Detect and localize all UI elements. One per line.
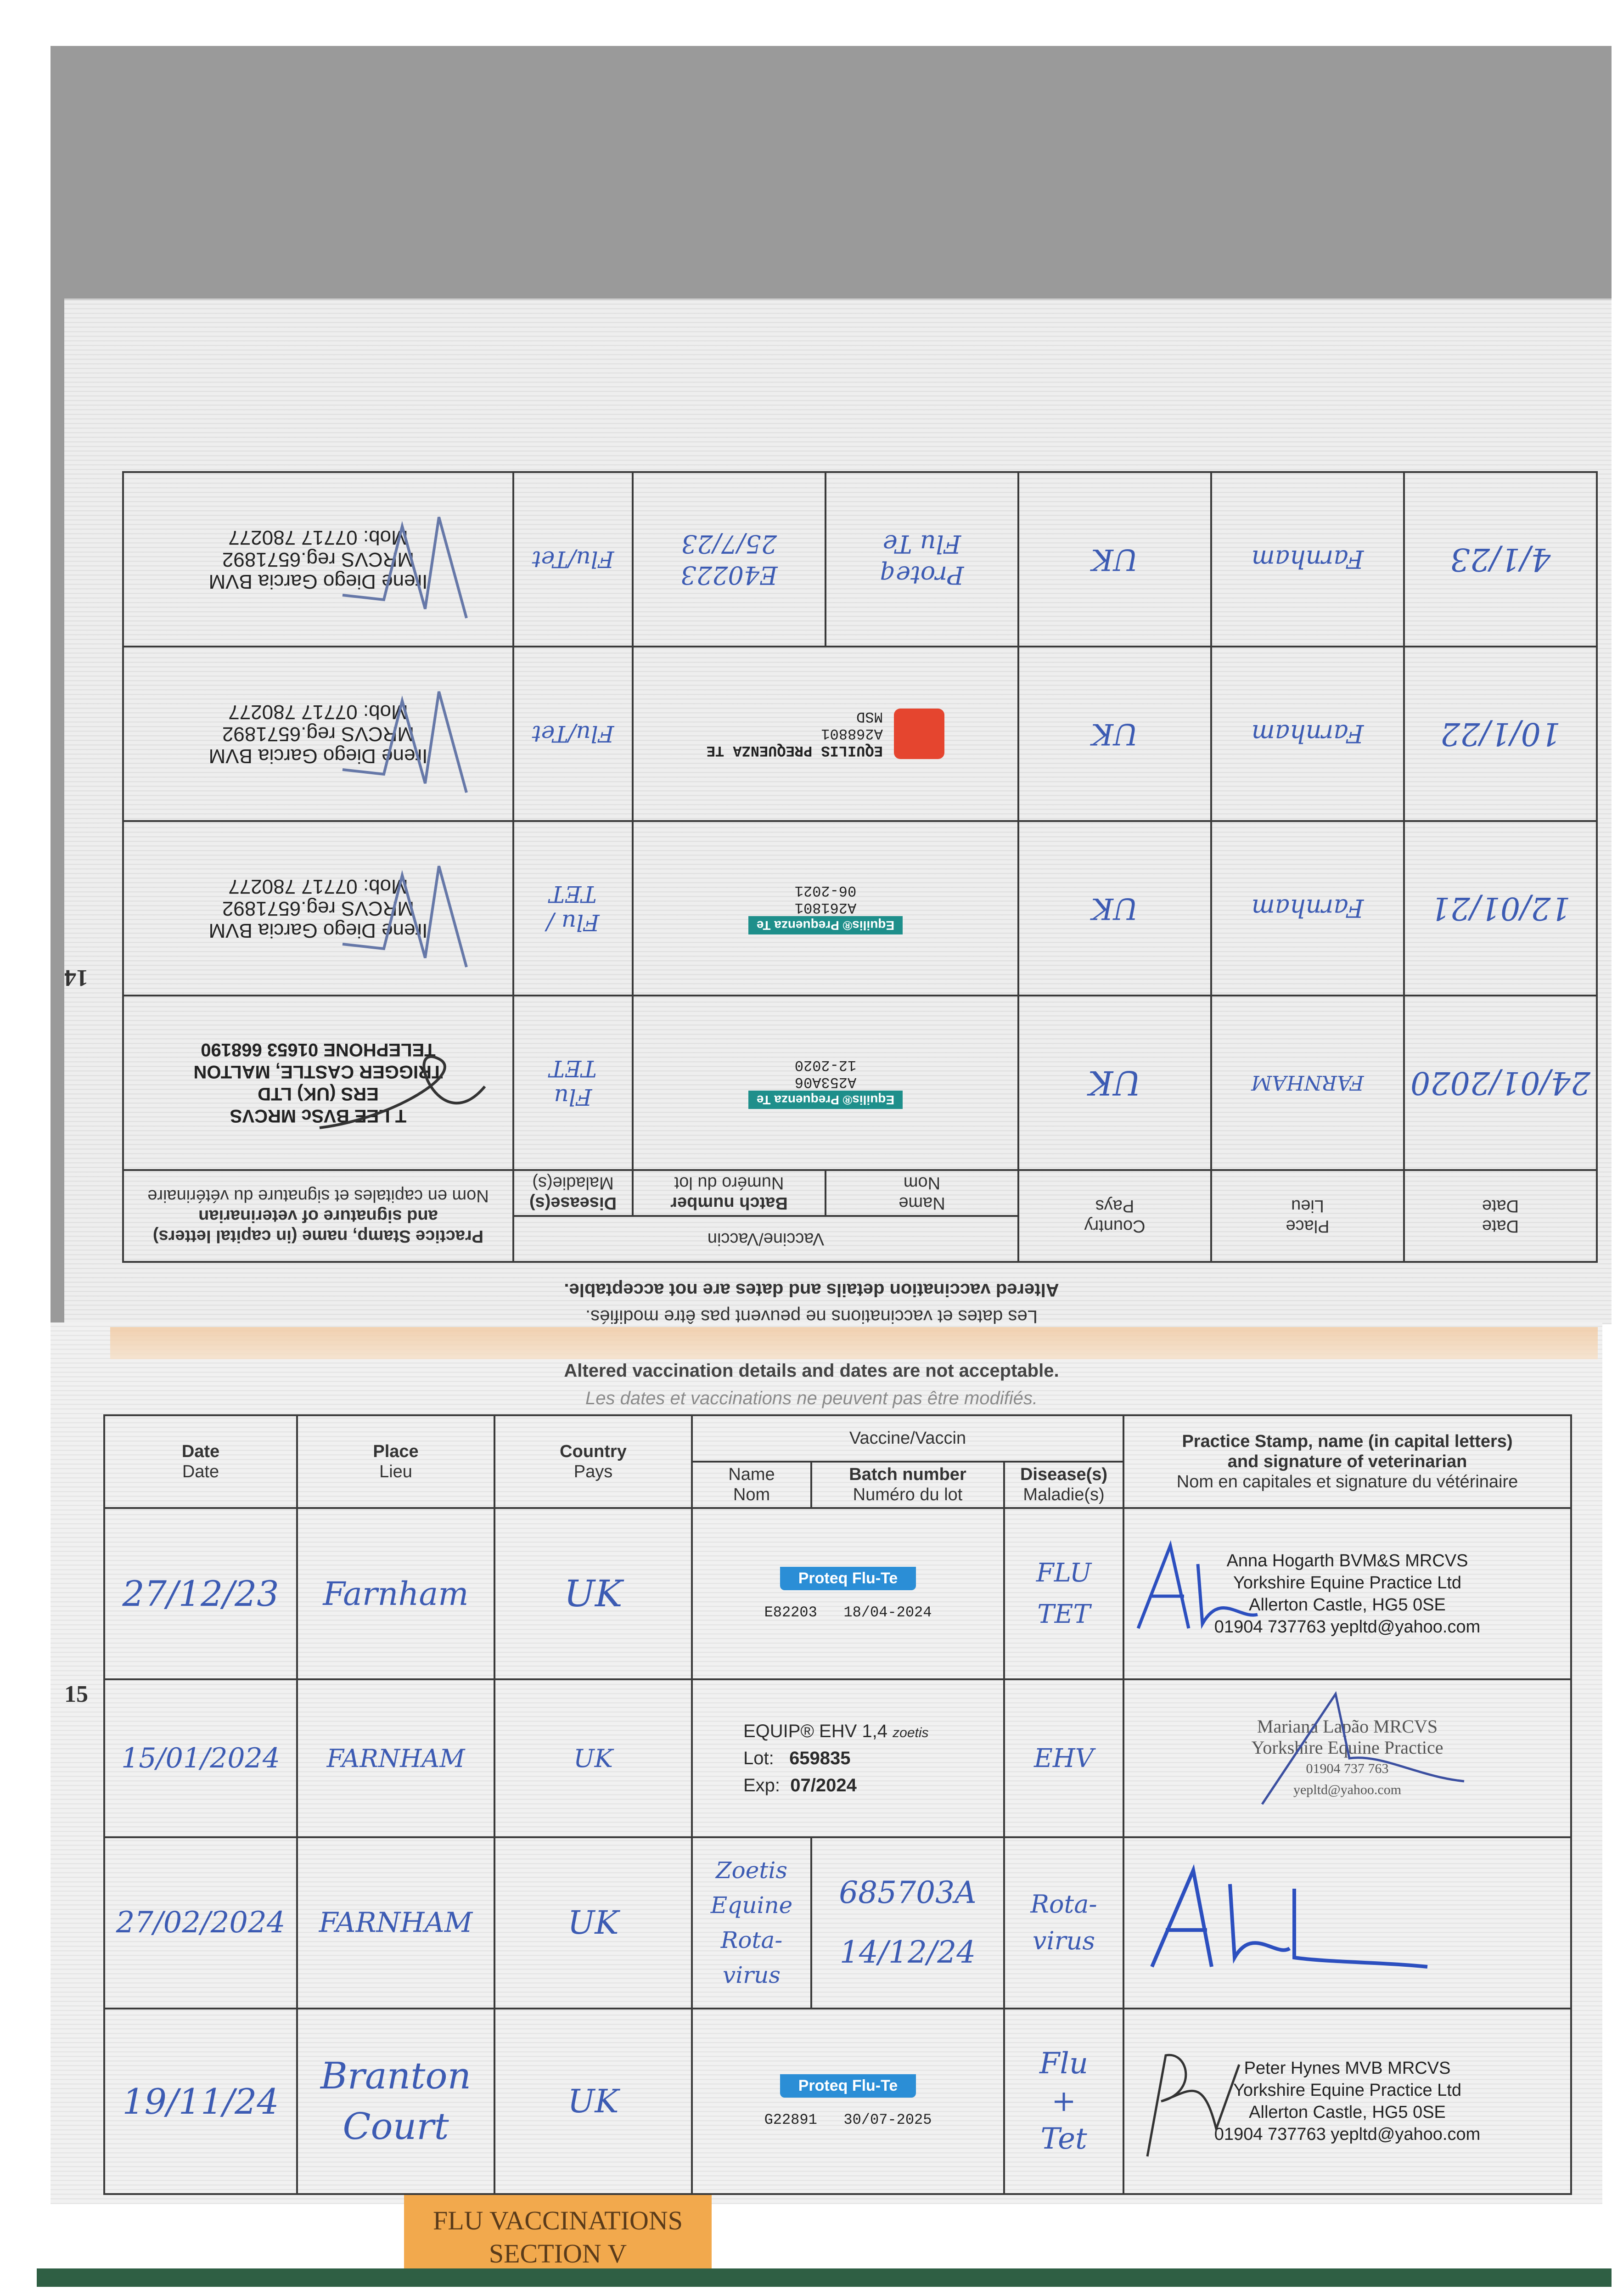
cell-country: UK: [494, 1679, 692, 1837]
top-vaccination-table: [122, 471, 1598, 1263]
cell-date: 10/1/22: [1404, 647, 1597, 821]
cell-disease: Flu/Tet: [513, 472, 633, 647]
top-table-wrapper: [124, 473, 1598, 1263]
top-header-disease: Disease(s) Maladie(s): [513, 1170, 633, 1216]
bottom-header-date: Date Date: [104, 1415, 297, 1508]
bottom-header-country: Country Pays: [494, 1415, 692, 1508]
proteq-sticker-label: Proteq Flu-Te: [780, 1567, 916, 1590]
top-notice: [0, 1277, 1623, 1330]
bottom-header-place: Place Lieu: [297, 1415, 494, 1508]
cell-vaccine-label: [633, 647, 1018, 821]
cell-vaccine-label: [633, 821, 1018, 996]
cell-disease: Flu/Tet: [513, 647, 633, 821]
cell-date: 4/1/23: [1404, 472, 1597, 647]
cell-vaccine-label: [633, 996, 1018, 1170]
top-header-date: Date Date: [1404, 1170, 1597, 1262]
cell-country: UK: [494, 1837, 692, 2009]
cell-disease: Flu TET: [513, 996, 633, 1170]
cell-country: UK: [1018, 472, 1211, 647]
page-edge-band: [110, 1327, 1598, 1359]
section-label-line-2: SECTION V: [489, 2239, 627, 2268]
batch-and-expiry: E82203 18/04-2024: [764, 1604, 932, 1621]
table-row: [104, 1508, 1571, 1680]
lot-number: Lot: 659835: [743, 1748, 851, 1768]
cell-vaccine-label: [692, 1679, 1004, 1837]
table-row: [123, 821, 1597, 996]
batch-code: A253A06: [794, 1074, 857, 1091]
page-number-14: 14: [64, 965, 88, 991]
cell-place: Farnham: [1211, 647, 1404, 821]
cell-country: UK: [494, 2009, 692, 2194]
cell-disease: Flu + Tet: [1004, 2009, 1123, 2194]
batch-code: A268801: [821, 725, 883, 743]
top-header-vaccine: Vaccine/Vaccin: [513, 1216, 1018, 1262]
cell-country: UK: [1018, 821, 1211, 996]
batch-code: A261801: [794, 899, 857, 916]
top-header-batch: Batch number Numéro du lot: [633, 1170, 826, 1216]
veterinarian-signature: [1143, 1857, 1437, 1985]
top-notice-en: Altered vaccination details and dates are not acceptable.: [564, 1280, 1059, 1300]
cell-batch: E40223 25/7/23: [633, 472, 826, 647]
cell-vaccine-label: [692, 1508, 1004, 1680]
expiry-date: Exp: 07/2024: [743, 1775, 857, 1795]
cell-place: Farnham: [1211, 821, 1404, 996]
cell-batch: 685703A 14/12/24: [811, 1837, 1004, 2009]
batch-maker: MSD: [856, 708, 883, 726]
batch-expiry: 12-2020: [794, 1057, 857, 1074]
cell-country: UK: [1018, 996, 1211, 1170]
cell-disease: Rota- virus: [1004, 1837, 1123, 2009]
top-header-place: Place Lieu: [1211, 1170, 1404, 1262]
table-row: [104, 1679, 1571, 1837]
cell-date: 24/01/2020: [1404, 996, 1597, 1170]
cell-place: Branton Court: [297, 2009, 494, 2194]
cell-stamp: Anna Hogarth BVM&S MRCVS Yorkshire Equine Practice Ltd Allerton Castle, HG5 0SE 01904 737763 yepltd@yahoo.com: [1123, 1508, 1571, 1680]
cell-place: FARNHAM: [1211, 996, 1404, 1170]
vaccine-sticker-label: Equilis® Prequenza Te: [748, 1091, 903, 1109]
cell-place: Farnham: [1211, 472, 1404, 647]
cell-date: 19/11/24: [104, 2009, 297, 2194]
batch-expiry: 06-2021: [794, 882, 857, 899]
cell-disease: FLU TET: [1004, 1508, 1123, 1680]
cell-stamp: Mariana Lapão MRCVS Yorkshire Equine Practice 01904 737 763 yepltd@yahoo.com: [1123, 1679, 1571, 1837]
top-header-name: Name Nom: [826, 1170, 1018, 1216]
cell-place: FARNHAM: [297, 1837, 494, 2009]
cell-disease: Flu / TET: [513, 821, 633, 996]
bottom-header-name: Name Nom: [692, 1462, 811, 1508]
cell-stamp: Irene Diego Garcia BVM MRCVS reg.6571892 Mob: 07717 780277: [123, 647, 513, 821]
top-notice-fr: Les dates et vaccinations ne peuvent pas être modifiés.: [585, 1306, 1038, 1327]
cell-stamp: Irene Diego Garcia BVM MRCVS reg.6571892 Mob: 07717 780277: [123, 472, 513, 647]
cell-stamp: [1123, 1837, 1571, 2009]
cell-stamp: Peter Hynes MVB MRCVS Yorkshire Equine Practice Ltd Allerton Castle, HG5 0SE 01904 737763 yepltd@yahoo.com: [1123, 2009, 1571, 2194]
cell-disease: EHV: [1004, 1679, 1123, 1837]
cell-stamp: T LEE BVSc MRCVS ERS (UK) LTD TRIGGER CASTLE, MALTON TELEPHONE 01653 668190: [123, 996, 513, 1170]
cell-country: UK: [1018, 647, 1211, 821]
vaccine-name: EQUIP® EHV 1,4 zoetis: [743, 1721, 929, 1741]
cell-country: UK: [494, 1508, 692, 1680]
bottom-notice: [0, 1357, 1623, 1412]
table-row: [123, 996, 1597, 1170]
vaccine-sticker-label: Equilis® Prequenza Te: [748, 916, 903, 934]
cell-stamp: Irene Diego Garcia BVM MRCVS reg.6571892 Mob: 07717 780277: [123, 821, 513, 996]
table-row: [123, 472, 1597, 647]
table-row: [104, 2009, 1571, 2194]
page-number-15: 15: [64, 1681, 88, 1707]
cell-date: 15/01/2024: [104, 1679, 297, 1837]
cell-date: 12/01/21: [1404, 821, 1597, 996]
proteq-sticker-label: Proteq Flu-Te: [780, 2074, 916, 2098]
top-header-country: Country Pays: [1018, 1170, 1211, 1262]
page-bottom-bar: [37, 2268, 1612, 2287]
cell-vaccine-name: Zoetis Equine Rota- virus: [692, 1837, 811, 2009]
bottom-header-stamp: Practice Stamp, name (in capital letters) and signature of veterinarian Nom en capitales et signature du vétérinaire: [1123, 1415, 1571, 1508]
vaccine-name: EQUILIS PREQUENZA TE: [706, 742, 883, 760]
bottom-vaccination-table: [103, 1414, 1572, 2195]
bottom-notice-en: Altered vaccination details and dates are not acceptable.: [564, 1361, 1059, 1381]
bottom-notice-fr: Les dates et vaccinations ne peuvent pas être modifiés.: [585, 1388, 1038, 1408]
vaccine-logo-icon: [894, 709, 944, 759]
section-label-line-1: FLU VACCINATIONS: [432, 2206, 683, 2235]
cell-vaccine-label: [692, 2009, 1004, 2194]
bottom-header-vaccine: Vaccine/Vaccin: [692, 1415, 1123, 1462]
table-row: [104, 1837, 1571, 2009]
bottom-header-batch: Batch number Numéro du lot: [811, 1462, 1004, 1508]
cell-place: Farnham: [297, 1508, 494, 1680]
cell-vaccine-name: Proteq Flu Te: [826, 472, 1018, 647]
batch-and-expiry: G22891 30/07-2025: [764, 2111, 932, 2129]
bottom-header-disease: Disease(s) Maladie(s): [1004, 1462, 1123, 1508]
table-row: [123, 647, 1597, 821]
cell-place: FARNHAM: [297, 1679, 494, 1837]
top-header-stamp: Practice Stamp, name (in capital letters) and signature of veterinarian Nom en capitales et signature du vétérinaire: [123, 1170, 513, 1262]
cell-date: 27/12/23: [104, 1508, 297, 1680]
cell-date: 27/02/2024: [104, 1837, 297, 2009]
